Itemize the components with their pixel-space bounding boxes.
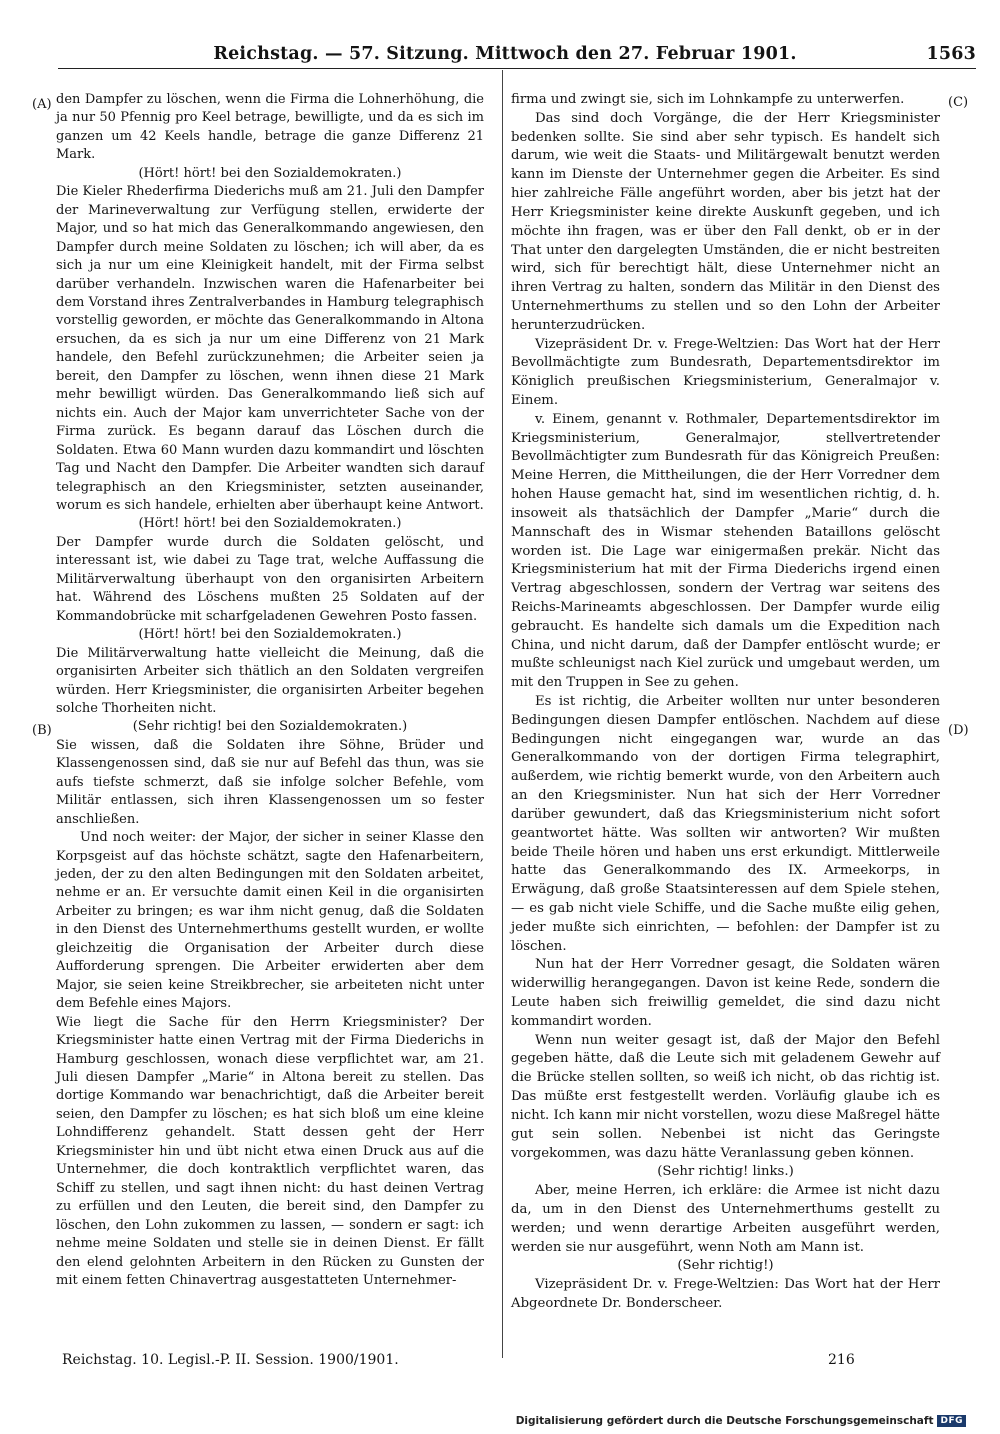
paragraph: Nun hat der Herr Vorredner gesagt, die Soldaten wären widerwillig herangegangen. Davon ist keine Rede, sondern die Leute haben sich freiwillig gemeldet, die sind dazu nicht kommandirt worden. — [511, 957, 940, 1029]
margin-marker-a: (A) — [32, 97, 52, 112]
interjection: (Sehr richtig! links.) — [657, 1164, 794, 1180]
left-column — [56, 91, 484, 1290]
credit-text: Digitalisierung gefördert durch die Deutsche Forschungsgemeinschaft — [515, 1415, 934, 1427]
interjection: (Hört! hört! bei den Sozialdemokraten.) — [138, 516, 402, 532]
header-title: Reichstag. — 57. Sitzung. Mittwoch den 27. Februar 1901. — [213, 44, 797, 64]
column-divider — [502, 70, 503, 1358]
footer-signature: 216 — [828, 1352, 855, 1368]
page-number: 1563 — [926, 44, 976, 64]
margin-marker-b: (B) — [32, 723, 52, 738]
paragraph: Aber, meine Herren, ich erkläre: die Armee ist nicht dazu da, um in den Dienst des Unternehmerthums gestellt zu werden; und wenn derartige Arbeiten ausgeführt werden, werden sie nur ausgeführt, wenn Noth am Mann ist. — [511, 1183, 940, 1255]
paragraph: Vizepräsident Dr. v. Frege-Weltzien: Das Wort hat der Herr Abgeordnete Dr. Bonderscheer. — [511, 1277, 940, 1311]
paragraph: Der Dampfer wurde durch die Soldaten gelöscht, und interessant ist, wie dabei zu Tage trat, welche Auffassung die Militärverwaltung überhaupt von den organisirten Arbeitern hat. Während des Löschens mußten 25 Soldaten auf der Kommandobrücke mit scharfgeladenen Gewehren Posto fassen. — [56, 534, 484, 624]
paragraph: Es ist richtig, die Arbeiter wollten nur unter besonderen Bedingungen diesen Dampfer entlöschen. Nachdem auf diese Bedingungen nicht eingegangen war, wurde an das Generalkommando von der dortigen Firma telegraphirt, außerdem, wie richtig bemerkt wurde, von den Arbeitern auch an den Kriegsminister. Nun hat sich der Herr Vorredner darüber gewundert, daß das Kriegsministerium nicht sofort geantwortet hätte. Was sollten wir antworten? Wir mußten beide Theile hören und haben uns erst erkundigt. Mittlerweile hatte das Generalkommando des IX. Armeekorps, in Erwägung, daß große Staatsinteressen auf dem Spiele stehen, — es gab nicht viele Schiffe, und die Sache mußte eilig gehen, jeder mußte sich einrichten, — befohlen: der Dampfer ist zu löschen. — [511, 694, 940, 954]
margin-marker-c: (C) — [948, 95, 969, 110]
paragraph: v. Einem, genannt v. Rothmaler, Departementsdirektor im Kriegsministerium, Generalmajor, stellvertretender Bevollmächtigter zum Bundesrath für das Königreich Preußen: Meine Herren, die Mittheilungen, die der Herr Vorredner dem hohen Hause gemacht hat, sind im wesentlichen richtig, d. h. insoweit als thatsächlich der Dampfer „Marie“ durch die Mannschaft des in Wismar stehenden Bataillons gelöscht worden ist. Die Lage war einigermaßen prekär. Nicht das Kriegsministerium hat mit der Firma Diederichs irgend einen Vertrag abgeschlossen, sondern der Vertrag war seitens des Reichs-Marineamts abgeschlossen. Der Dampfer wurde eilig gebraucht. Es handelte sich damals um die Expedition nach China, und nicht darum, daß der Dampfer entlöscht wurde; er mußte schleunigst nach Kiel zurück und umgebaut werden, um mit den Truppen in See zu gehen. — [511, 411, 940, 691]
margin-marker-d: (D) — [948, 723, 969, 738]
paragraph: Wenn nun weiter gesagt ist, daß der Major den Befehl gegeben hätte, daß die Leute sich mit geladenem Gewehr auf die Brücke stellen sollten, so weiß ich nicht, ob das richtig ist. Das müßte erst festgestellt werden. Vorläufig glaube ich es nicht. Ich kann mir nicht vorstellen, wozu diese Maßregel hätte gut sein sollen. Nebenbei ist nicht das Geringste vorgekommen, was dazu hätte Veranlassung geben können. — [511, 1032, 940, 1161]
paragraph: den Dampfer zu löschen, wenn die Firma die Lohnerhöhung, die ja nur 50 Pfennig pro Keel betrage, bewilligte, und da es sich im ganzen um 42 Keels handle, betrage die ganze Differenz 21 Mark. — [56, 92, 484, 163]
paragraph: Sie wissen, daß die Soldaten ihre Söhne, Brüder und Klassengenossen sind, daß sie nur auf Befehl das thun, was sie aufs tiefste schmerzt, daß sie infolge solcher Befehle, vom Militär entlassen, sich ihren Klassengenossen um so fester anschließen. — [56, 737, 484, 827]
paragraph: Und noch weiter: der Major, der sicher in seiner Klasse den Korpsgeist auf das höchste schätzt, sagte den Hafenarbeitern, jeden, der zu den alten Bedingungen mit den Soldaten arbeitet, nehme er an. Er versuchte damit einen Keil in die organisirten Arbeiter zu bringen; es war ihm nicht genug, daß die Soldaten in den Dienst des Unternehmerthums gestellt wurden, er wollte gleichzeitig die Organisation der Arbeiter durch diese Aufforderung sprengen. Die Arbeiter erwiderten aber dem Major, sie seien keine Streikbrecher, sie arbeiteten nicht unter dem Befehle eines Majors. — [56, 830, 484, 1012]
paragraph: Die Kieler Rhederfirma Diederichs muß am 21. Juli den Dampfer der Marineverwaltung zur Verfügung stellen, erwiderte der Major, und so hat mich das Generalkommando angewiesen, den Dampfer durch meine Soldaten zu löschen; ich will aber, da es sich ja nur um eine Kleinigkeit handelt, mit der Firma selbst darüber verhandeln. Inzwischen waren die Hafenarbeiter bei dem Vorstand ihres Zentralverbandes in Hamburg telegraphisch vorstellig geworden, er möchte das Generalkommando in Altona ersuchen, da es sich ja nur um eine Differenz von 21 Mark handele, den Befehl zurückzunehmen; die Arbeiter seien ja bereit, den Dampfer zu löschen, wenn ihnen diese 21 Mark mehr bewilligt würden. Das Generalkommando ließ sich auf nichts ein. Auch der Major kam unverrichteter Sache von der Firma zurück. Es begann darauf das Löschen durch die Soldaten. Etwa 60 Mann wurden dazu kommandirt und löschten Tag und Nacht den Dampfer. Die Arbeiter wandten sich darauf telegraphisch an den Kriegsminister, setzten auseinander, worum es sich handele, erhielten aber überhaupt keine Antwort. — [56, 184, 484, 513]
footer-session: Reichstag. 10. Legisl.-P. II. Session. 1900/1901. — [62, 1352, 399, 1368]
interjection: (Hört! hört! bei den Sozialdemokraten.) — [138, 165, 402, 181]
header-rule — [58, 68, 976, 69]
paragraph: Vizepräsident Dr. v. Frege-Weltzien: Das Wort hat der Herr Bevollmächtigte zum Bundesrath, Departementsdirektor im Königlich preußischen Kriegsministerium, Generalmajor v. Einem. — [511, 336, 940, 408]
digitization-credit — [516, 1415, 966, 1427]
paragraph: Die Militärverwaltung hatte vielleicht die Meinung, daß die organisirten Arbeiter sich thätlich an den Soldaten vergreifen würden. Herr Kriegsminister, die organisirten Arbeiter begehen solche Thorheiten nicht. — [56, 645, 484, 716]
paragraph: Wie liegt die Sache für den Herrn Kriegsminister? Der Kriegsminister hatte einen Vertrag mit der Firma Diederichs in Hamburg geschlossen, wonach diese verpflichtet war, am 21. Juli diesen Dampfer „Marie“ in Altona bereit zu stellen. Das dortige Kommando war benachrichtigt, daß die Arbeiter bereit seien, den Dampfer zu löschen; es hat sich bloß um eine kleine Lohndifferenz gehandelt. Statt dessen geht der Herr Kriegsminister hin und übt nicht etwa einen Druck aus auf die Unternehmer, die doch kontraktlich verpflichtet waren, das Schiff zu stellen, und sagt ihnen nicht: du hast deinen Vertrag zu erfüllen und den Leuten, die bereit sind, den Dampfer zu löschen, den Lohn zukommen zu lassen, — sondern er sagt: ich nehme meine Soldaten und stelle sie in deinen Dienst. Er fällt den elend gelohnten Arbeitern in den Rücken zu Gunsten der mit einem fetten Chinavertrag ausgestatteten Unternehmer- — [56, 1014, 484, 1288]
paragraph: firma und zwingt sie, sich im Lohnkampfe zu unterwerfen. — [511, 92, 905, 107]
right-column — [511, 91, 940, 1314]
page-header — [30, 44, 980, 70]
interjection: (Sehr richtig! bei den Sozialdemokraten.) — [132, 719, 408, 735]
dfg-logo: DFG — [937, 1415, 966, 1427]
interjection: (Hört! hört! bei den Sozialdemokraten.) — [138, 627, 402, 643]
interjection: (Sehr richtig!) — [677, 1258, 774, 1274]
paragraph: Das sind doch Vorgänge, die der Herr Kriegsminister bedenken sollte. Sie sind aber sehr typisch. Es handelt sich darum, wie weit die Staats- und Militärgewalt benutzt werden kann im Dienste der Unternehmer gegen die Arbeiter. Es sind hier zahlreiche Fälle angeführt worden, aber bis jetzt hat der Herr Kriegsminister keine direkte Auskunft gegeben, und ich möchte ihn fragen, was er über den Fall denkt, ob er in der That unter den dargelegten Umständen, die er nicht bestreiten wird, sich für berechtigt hält, diese Unternehmer nicht an ihren Vertrag zu halten, sondern das Militär in den Dienst des Unternehmerthums zu stellen und so den Lohn der Arbeiter herunterzudrücken. — [511, 110, 940, 333]
